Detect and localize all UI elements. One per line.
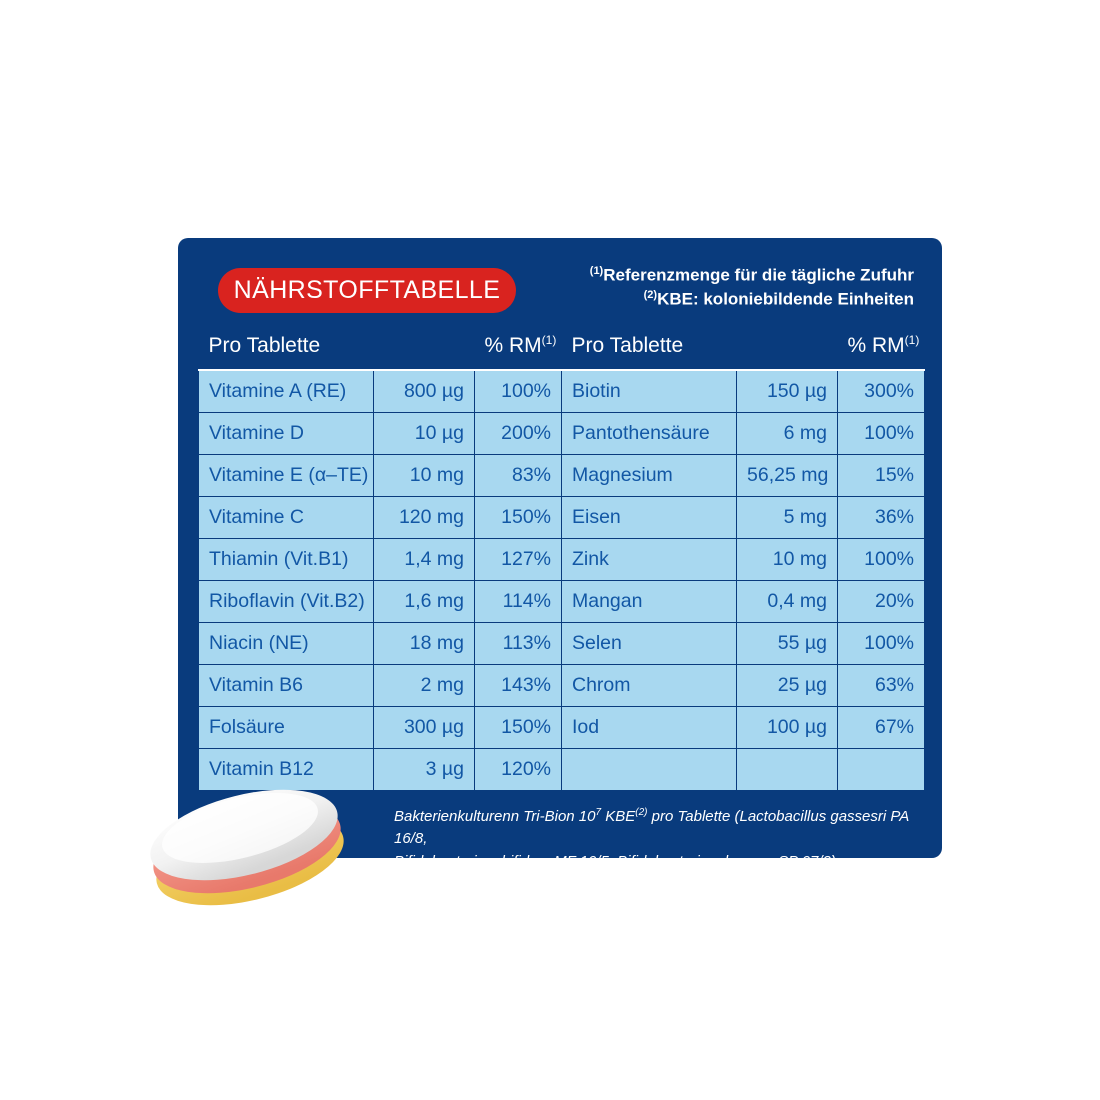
cell-nutrient-amount: 25 µg	[737, 664, 838, 706]
table-header-row	[199, 322, 925, 370]
cell-nutrient-rm: 150%	[475, 706, 562, 748]
cell-nutrient-name: Vitamin B6	[199, 664, 374, 706]
cell-nutrient-rm: 83%	[475, 454, 562, 496]
table-row	[199, 454, 925, 496]
table-wrap	[198, 322, 922, 791]
cell-nutrient-rm: 200%	[475, 412, 562, 454]
cell-nutrient-name: Zink	[562, 538, 737, 580]
cell-nutrient-name: Pantothensäure	[562, 412, 737, 454]
column-header-right-rm-sup: (1)	[904, 333, 920, 347]
cell-nutrient-name: Vitamin B12	[199, 748, 374, 790]
cell-nutrient-amount: 120 mg	[374, 496, 475, 538]
cell-nutrient-name: Chrom	[562, 664, 737, 706]
table-row	[199, 580, 925, 622]
cell-nutrient-amount: 10 mg	[737, 538, 838, 580]
table-row	[199, 748, 925, 790]
table-row	[199, 538, 925, 580]
cell-nutrient-name: Riboflavin (Vit.B2)	[199, 580, 374, 622]
table-row	[199, 664, 925, 706]
column-header-left-name: Pro Tablette	[199, 322, 475, 370]
cell-nutrient-name: Niacin (NE)	[199, 622, 374, 664]
footnote-1-marker: (1)	[589, 265, 604, 277]
cell-nutrient-name	[562, 748, 737, 790]
table-row	[199, 706, 925, 748]
cell-nutrient-rm: 143%	[475, 664, 562, 706]
cell-nutrient-amount: 1,4 mg	[374, 538, 475, 580]
cell-nutrient-amount: 10 mg	[374, 454, 475, 496]
table-row	[199, 622, 925, 664]
cell-nutrient-rm: 67%	[838, 706, 925, 748]
cell-nutrient-rm	[838, 748, 925, 790]
cell-nutrient-rm: 100%	[475, 370, 562, 412]
cell-nutrient-name: Selen	[562, 622, 737, 664]
footnotes-block	[590, 264, 914, 311]
bacteria-note-line-1-c: pro Tablette (Lactobacillus gassesri PA 16/8,	[394, 807, 909, 847]
footnote-2-text: KBE: koloniebildende Einheiten	[657, 289, 914, 309]
panel-header	[198, 260, 922, 318]
footnote-2	[590, 288, 914, 312]
cell-nutrient-rm: 120%	[475, 748, 562, 790]
cell-nutrient-name: Vitamine A (RE)	[199, 370, 374, 412]
cell-nutrient-name: Mangan	[562, 580, 737, 622]
cell-nutrient-amount	[737, 748, 838, 790]
bacteria-note-line-1-b: KBE	[601, 807, 636, 825]
cell-nutrient-amount: 18 mg	[374, 622, 475, 664]
nutrient-table	[198, 322, 925, 791]
cell-nutrient-name: Vitamine D	[199, 412, 374, 454]
cell-nutrient-name: Folsäure	[199, 706, 374, 748]
cell-nutrient-rm: 300%	[838, 370, 925, 412]
column-header-left-rm-text: % RM	[484, 334, 542, 357]
footnote-1	[590, 264, 914, 288]
column-header-left-rm	[475, 322, 562, 370]
cell-nutrient-rm: 63%	[838, 664, 925, 706]
cell-nutrient-rm: 36%	[838, 496, 925, 538]
tablet-svg	[140, 788, 370, 918]
cell-nutrient-amount: 150 µg	[737, 370, 838, 412]
column-header-right-name: Pro Tablette	[562, 322, 838, 370]
cell-nutrient-rm: 100%	[838, 622, 925, 664]
nutrition-table-panel	[178, 238, 942, 870]
cell-nutrient-name: Vitamine C	[199, 496, 374, 538]
table-row	[199, 496, 925, 538]
table-row	[199, 370, 925, 412]
cell-nutrient-rm: 113%	[475, 622, 562, 664]
cell-nutrient-name: Iod	[562, 706, 737, 748]
cell-nutrient-rm: 150%	[475, 496, 562, 538]
bacteria-note-line-1	[394, 805, 922, 851]
bacteria-note-line-2: Bifidobacterium bifidum MF 10/5, Bifidobacterium longum SP 07/3)	[394, 852, 836, 870]
cell-nutrient-name: Vitamine E (α–TE)	[199, 454, 374, 496]
table-head	[199, 322, 925, 370]
cell-nutrient-rm: 20%	[838, 580, 925, 622]
layered-tablet-illustration	[140, 788, 370, 918]
cell-nutrient-rm: 100%	[838, 538, 925, 580]
cell-nutrient-rm: 100%	[838, 412, 925, 454]
cell-nutrient-amount: 55 µg	[737, 622, 838, 664]
cell-nutrient-amount: 6 mg	[737, 412, 838, 454]
footnote-2-marker: (2)	[643, 288, 658, 301]
cell-nutrient-rm: 114%	[475, 580, 562, 622]
cell-nutrient-amount: 300 µg	[374, 706, 475, 748]
cell-nutrient-amount: 10 µg	[374, 412, 475, 454]
page-title-text: NÄHRSTOFFTABELLE	[233, 276, 501, 304]
cell-nutrient-name: Magnesium	[562, 454, 737, 496]
cell-nutrient-amount: 0,4 mg	[737, 580, 838, 622]
column-header-left-rm-sup: (1)	[541, 333, 557, 347]
table-body	[199, 370, 925, 790]
cell-nutrient-amount: 800 µg	[374, 370, 475, 412]
table-row	[199, 412, 925, 454]
cell-nutrient-name: Eisen	[562, 496, 737, 538]
bacteria-note-footnote-marker: (2)	[635, 806, 648, 818]
cell-nutrient-name: Thiamin (Vit.B1)	[199, 538, 374, 580]
bacteria-note-line-1-a: Bakterienkulturenn Tri-Bion 10	[394, 807, 596, 825]
cell-nutrient-amount: 2 mg	[374, 664, 475, 706]
cell-nutrient-amount: 100 µg	[737, 706, 838, 748]
cell-nutrient-amount: 1,6 mg	[374, 580, 475, 622]
bacteria-note-exponent: 7	[595, 806, 602, 818]
footnote-1-text: Referenzmenge für die tägliche Zufuhr	[603, 265, 914, 285]
page-title	[218, 268, 516, 313]
cell-nutrient-rm: 15%	[838, 454, 925, 496]
cell-nutrient-amount: 56,25 mg	[737, 454, 838, 496]
column-header-right-rm-text: % RM	[847, 334, 905, 357]
cell-nutrient-amount: 3 µg	[374, 748, 475, 790]
column-header-right-rm	[838, 322, 925, 370]
cell-nutrient-amount: 5 mg	[737, 496, 838, 538]
cell-nutrient-name: Biotin	[562, 370, 737, 412]
cell-nutrient-rm: 127%	[475, 538, 562, 580]
